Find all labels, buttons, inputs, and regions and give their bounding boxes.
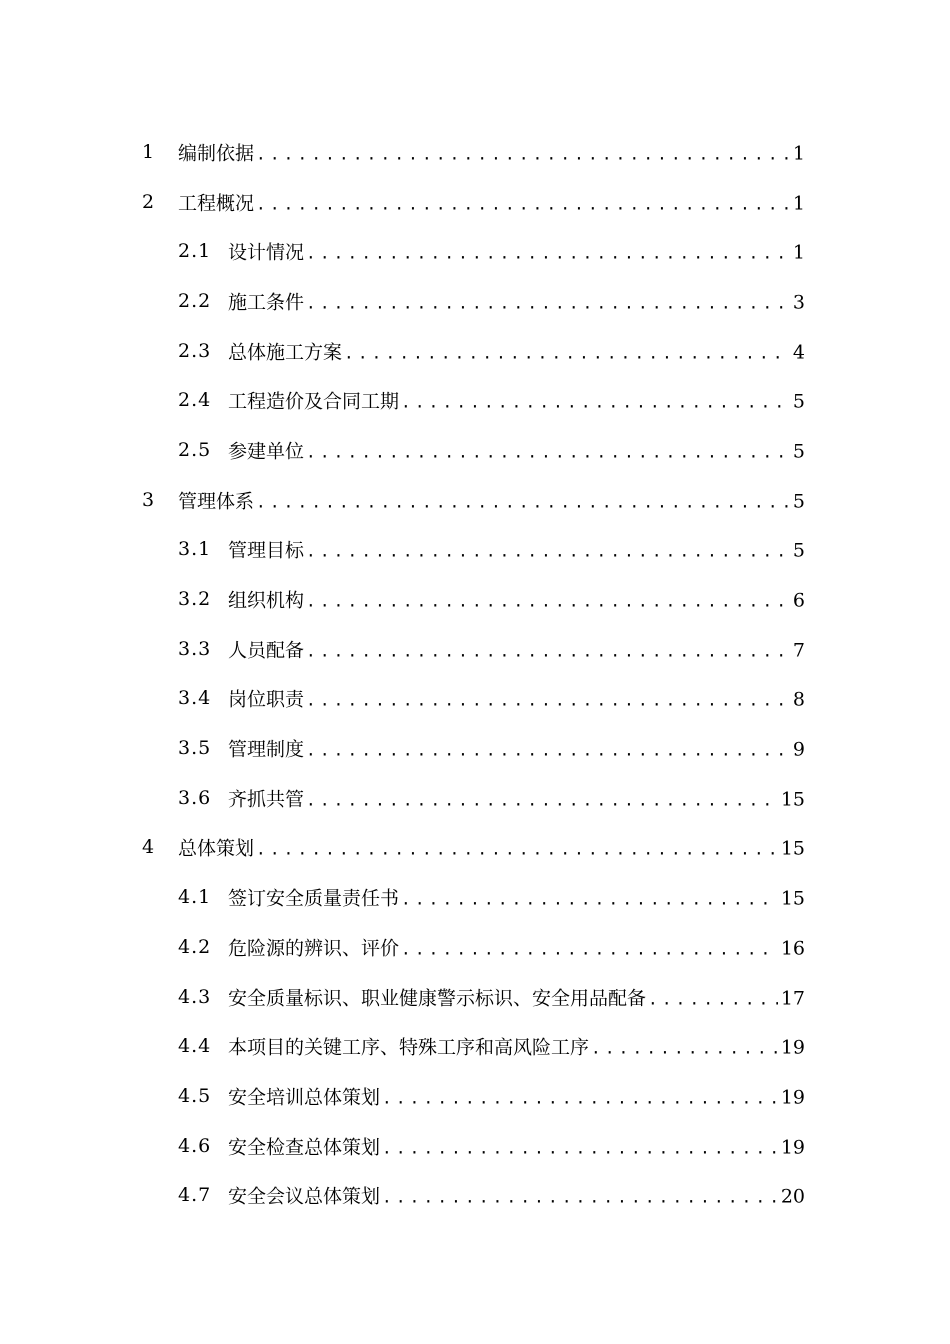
- toc-title: 工程概况: [178, 192, 255, 215]
- toc-title: 岗位职责: [228, 688, 305, 711]
- dot-leader: [256, 194, 790, 213]
- dot-leader: [591, 1039, 778, 1058]
- toc-page-number: 17: [780, 987, 805, 1010]
- dot-leader: [256, 144, 790, 163]
- toc-number: 4.5: [178, 1084, 212, 1107]
- toc-title: 施工条件: [228, 291, 305, 314]
- toc-entry-4[interactable]: [0, 823, 950, 873]
- toc-entry-3-1[interactable]: [0, 525, 950, 575]
- toc-page-number: 15: [780, 788, 805, 811]
- dot-leader: [256, 840, 778, 859]
- dot-leader: [306, 542, 790, 561]
- toc-title: 签订安全质量责任书: [228, 887, 400, 910]
- toc-number: 1: [142, 140, 156, 163]
- toc-page-number: 1: [792, 241, 805, 264]
- toc-title: 危险源的辨识、评价: [228, 937, 400, 960]
- toc-entry-4-4[interactable]: [0, 1021, 950, 1071]
- toc-page-number: 1: [792, 192, 805, 215]
- toc-title: 安全检查总体策划: [228, 1136, 381, 1159]
- toc-number: 2.5: [178, 438, 212, 461]
- toc-number: 3.5: [178, 737, 212, 760]
- dot-leader: [306, 741, 790, 760]
- toc-entry-2[interactable]: [0, 177, 950, 227]
- toc-number: 2.1: [178, 240, 212, 263]
- toc-page-number: 5: [792, 390, 805, 413]
- dot-leader: [256, 492, 790, 511]
- toc-entry-4-1[interactable]: [0, 872, 950, 922]
- dot-leader: [401, 890, 778, 909]
- dot-leader: [306, 790, 778, 809]
- toc-entry-4-6[interactable]: [0, 1121, 950, 1171]
- toc-page-number: 3: [792, 291, 805, 314]
- toc-title: 安全会议总体策划: [228, 1185, 381, 1208]
- toc-page-number: 8: [792, 688, 805, 711]
- toc-title: 编制依据: [178, 142, 255, 165]
- toc-number: 3.4: [178, 687, 212, 710]
- toc-page-number: 9: [792, 738, 805, 761]
- toc-title: 管理目标: [228, 539, 305, 562]
- toc-entry-3-2[interactable]: [0, 574, 950, 624]
- dot-leader: [382, 1088, 778, 1107]
- toc-number: 2.2: [178, 289, 212, 312]
- toc-title: 设计情况: [228, 241, 305, 264]
- dot-leader: [648, 989, 778, 1008]
- toc-title: 管理制度: [228, 738, 305, 761]
- toc-entry-3-4[interactable]: [0, 674, 950, 724]
- toc-page-number: 15: [780, 837, 805, 860]
- dot-leader: [401, 393, 790, 412]
- toc-number: 4.3: [178, 985, 212, 1008]
- dot-leader: [306, 244, 790, 263]
- toc-page-number: 5: [792, 440, 805, 463]
- dot-leader: [401, 939, 778, 958]
- toc-entry-3[interactable]: [0, 475, 950, 525]
- toc-title: 工程造价及合同工期: [228, 390, 400, 413]
- toc-page-number: 16: [780, 937, 805, 960]
- toc-number: 2: [142, 190, 156, 213]
- toc-number: 4: [142, 836, 156, 859]
- toc-entry-4-7[interactable]: [0, 1170, 950, 1220]
- toc-title: 安全培训总体策划: [228, 1086, 381, 1109]
- toc-entry-4-2[interactable]: [0, 922, 950, 972]
- toc-page-number: 4: [792, 341, 805, 364]
- dot-leader: [344, 343, 790, 362]
- toc-page-number: 5: [792, 490, 805, 513]
- dot-leader: [306, 592, 790, 611]
- dot-leader: [306, 691, 790, 710]
- toc-number: 4.4: [178, 1035, 212, 1058]
- toc-title: 参建单位: [228, 440, 305, 463]
- toc-entry-1[interactable]: [0, 127, 950, 177]
- toc-number: 4.7: [178, 1184, 212, 1207]
- toc-page-number: 7: [792, 639, 805, 662]
- toc-entry-2-5[interactable]: [0, 425, 950, 475]
- toc-entry-2-3[interactable]: [0, 326, 950, 376]
- toc-number: 3: [142, 488, 156, 511]
- toc-title: 人员配备: [228, 639, 305, 662]
- toc-number: 4.6: [178, 1134, 212, 1157]
- toc-entry-3-6[interactable]: [0, 773, 950, 823]
- dot-leader: [306, 641, 790, 660]
- toc-page-number: 6: [792, 589, 805, 612]
- toc-entry-4-5[interactable]: [0, 1071, 950, 1121]
- dot-leader: [382, 1188, 778, 1207]
- toc-title: 本项目的关键工序、特殊工序和高风险工序: [228, 1036, 590, 1059]
- toc-number: 4.2: [178, 935, 212, 958]
- dot-leader: [382, 1138, 778, 1157]
- toc-entry-4-3[interactable]: [0, 972, 950, 1022]
- toc-title: 齐抓共管: [228, 788, 305, 811]
- toc-number: 2.4: [178, 389, 212, 412]
- table-of-contents: [0, 127, 950, 1220]
- toc-title: 管理体系: [178, 490, 255, 513]
- toc-page-number: 19: [780, 1136, 805, 1159]
- toc-title: 组织机构: [228, 589, 305, 612]
- toc-entry-3-5[interactable]: [0, 723, 950, 773]
- toc-number: 3.6: [178, 786, 212, 809]
- toc-entry-2-4[interactable]: [0, 375, 950, 425]
- toc-page-number: 1: [792, 142, 805, 165]
- dot-leader: [306, 293, 790, 312]
- dot-leader: [306, 442, 790, 461]
- toc-title: 总体施工方案: [228, 341, 343, 364]
- toc-entry-2-1[interactable]: [0, 226, 950, 276]
- toc-number: 3.3: [178, 637, 212, 660]
- toc-page-number: 20: [780, 1185, 805, 1208]
- toc-entry-3-3[interactable]: [0, 624, 950, 674]
- toc-title: 安全质量标识、职业健康警示标识、安全用品配备: [228, 987, 647, 1010]
- toc-number: 4.1: [178, 886, 212, 909]
- toc-page-number: 15: [780, 887, 805, 910]
- toc-title: 总体策划: [178, 837, 255, 860]
- toc-number: 2.3: [178, 339, 212, 362]
- toc-entry-2-2[interactable]: [0, 276, 950, 326]
- toc-number: 3.1: [178, 538, 212, 561]
- toc-number: 3.2: [178, 588, 212, 611]
- toc-page-number: 19: [780, 1036, 805, 1059]
- toc-page-number: 19: [780, 1086, 805, 1109]
- toc-page-number: 5: [792, 539, 805, 562]
